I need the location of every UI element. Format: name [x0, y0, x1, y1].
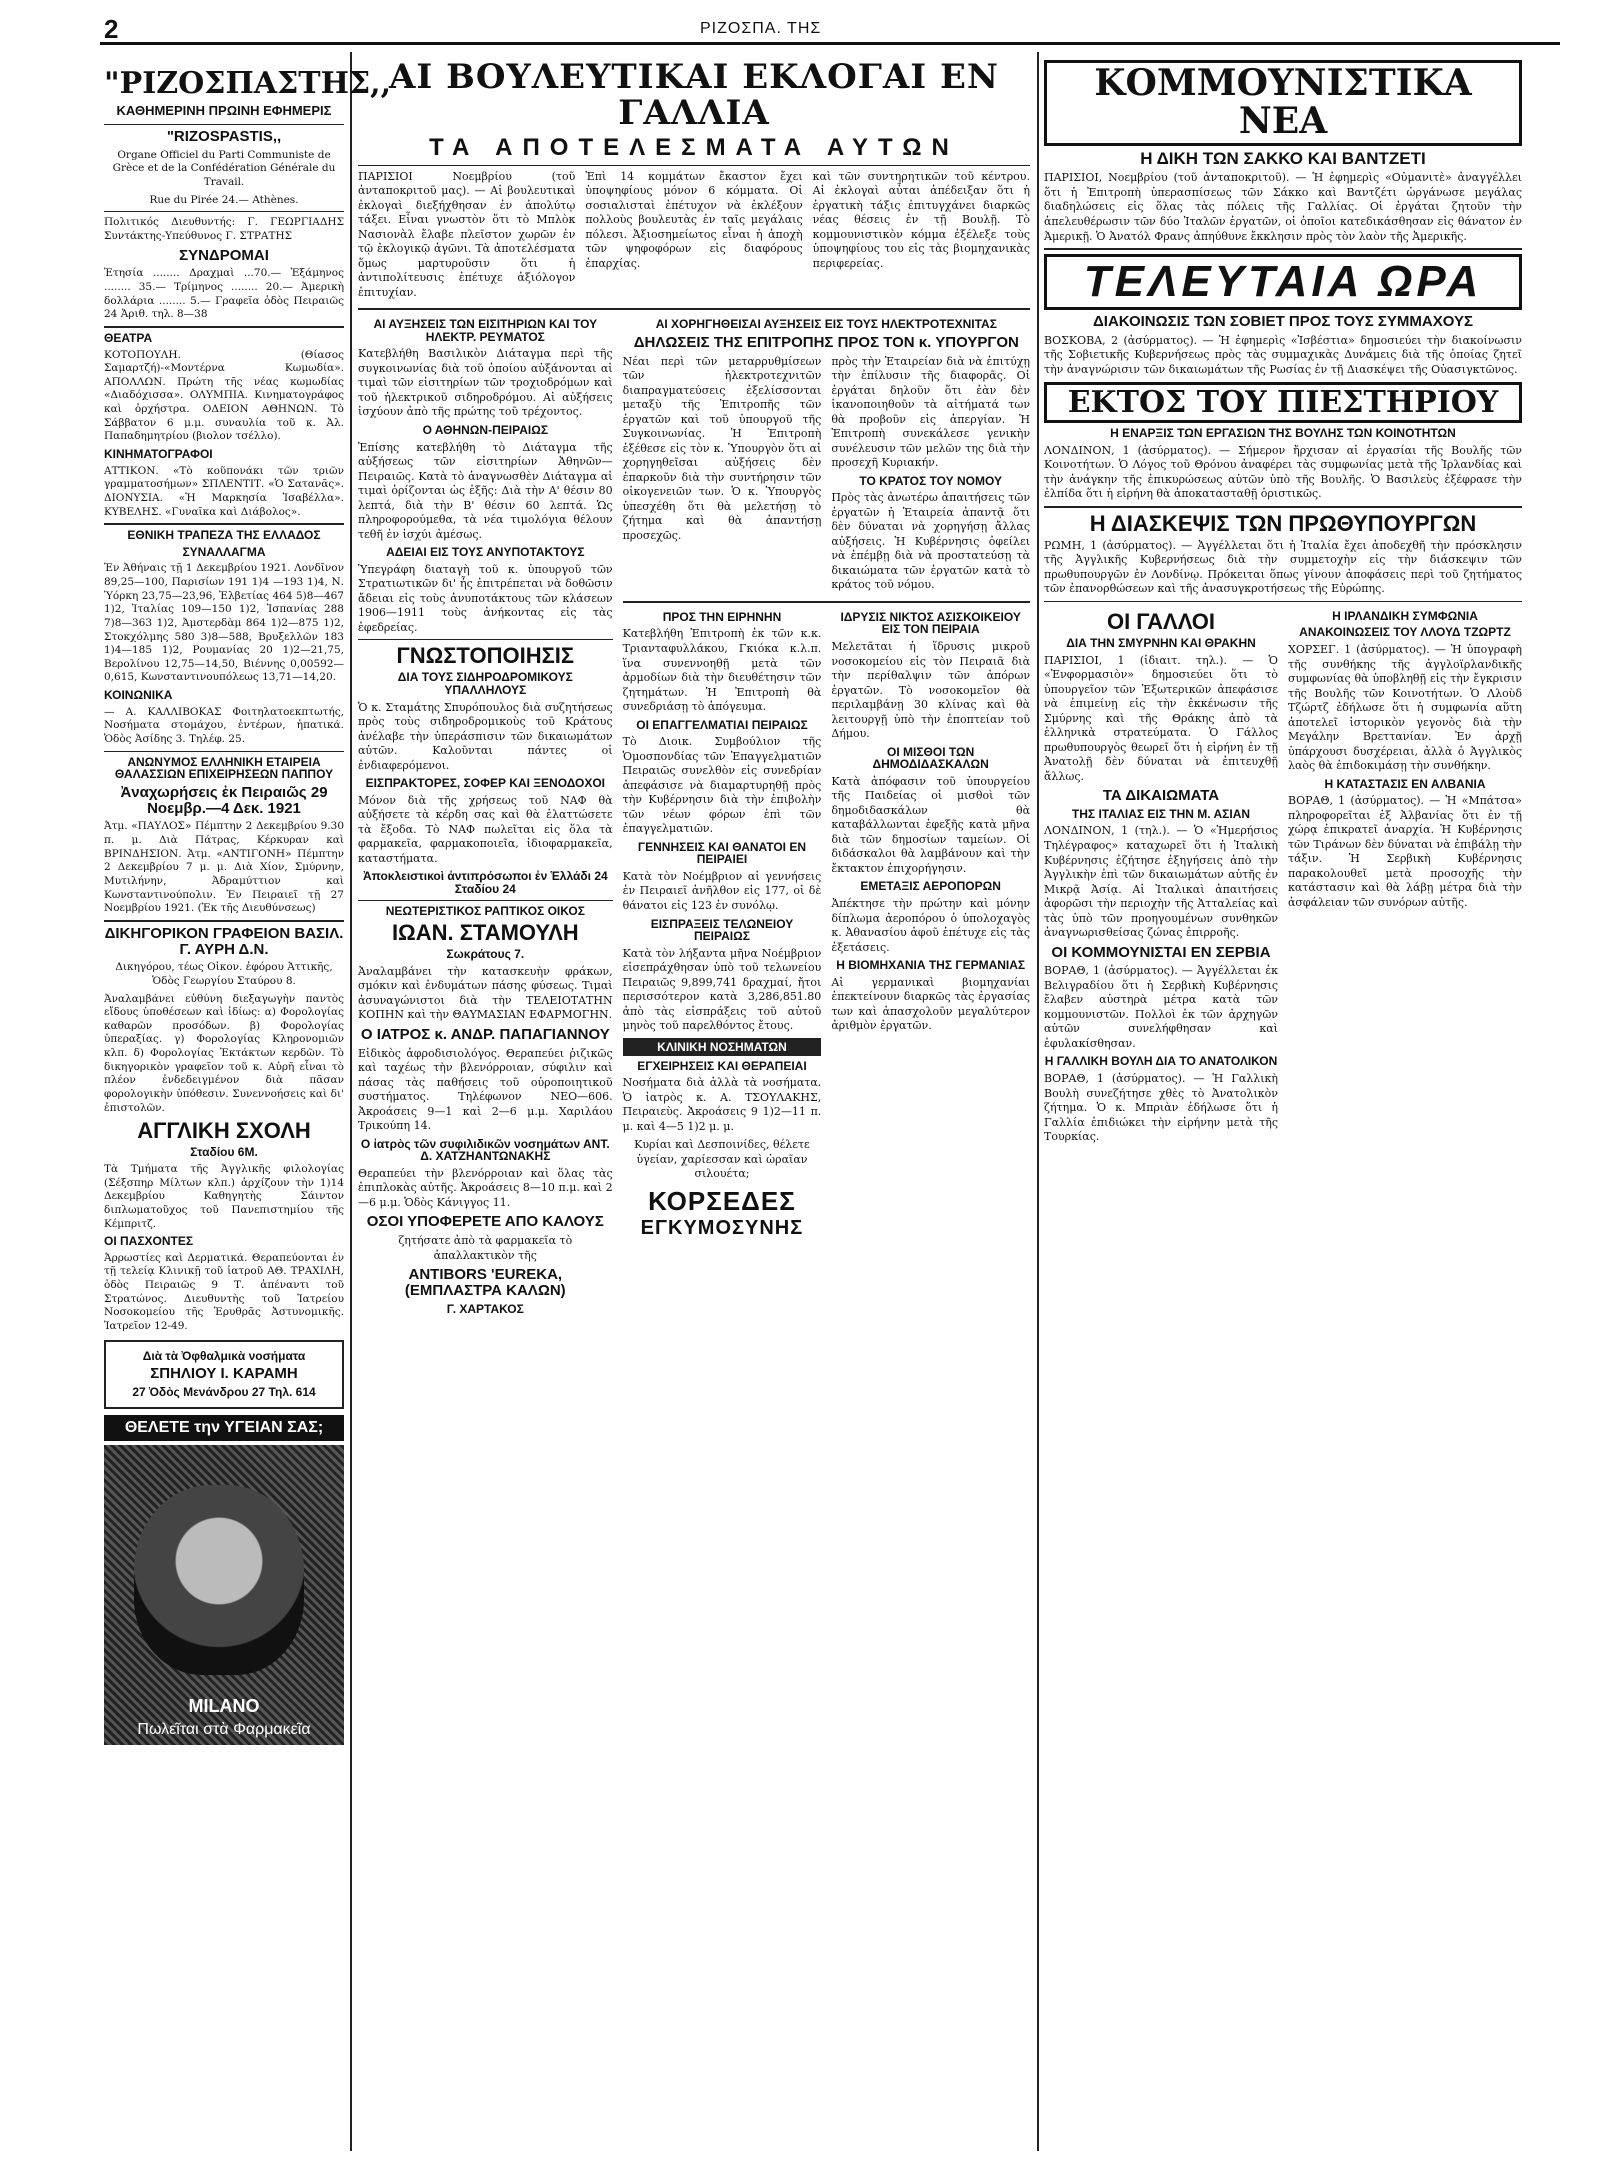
sacco-vanzetti-text: ΠΑΡΙΣΙΟΙ, Νοεμβρίου (τοῦ ἀνταποκριτοῦ). — Ἡ ἐφημερὶς «Οὐμανιτὲ» ἀναγγέλλει ὅτι ἡ Ἐπιτροπὴ ὑπερασπίσεως τῶν Σάκκο καὶ Βαντζέτι ὠργάνωσε μεγάλας διαδηλώσεις εἰς ὅλας τὰς πόλεις τῆς Γαλλίας. Οἱ ἐργάται ζητοῦν τὴν ἀπελευθέρωσιν τῶν δύο Ἰταλῶν ἐργατῶν, οἱ ὁποῖοι κατεδικάσθησαν εἰς θάνατον ἐν Ἀμερικῇ. Ὁ Ἀνατόλ Φρανς ἀπηύθυνε ἔκκλησιν πρὸς τὸν λαὸν τῆς Ἀμερικῆς.	[1044, 171, 1522, 243]
cinemas-text: ΑΤΤΙΚΟΝ. «Τὸ κοῦπονάκι τῶν τριῶν γραμματοσήμων» ΣΠΛΕΝΤΙΤ. «Ὁ Σατανᾶς». ΔΙΟΝΥΣΙΑ. «Ἡ Μαρκησία Ἰσαβέλλα». ΚΥΒΕΛΗΣ. «Γυναῖκα καὶ Διάβολος».	[104, 464, 344, 518]
lawyer-text: Ἀναλαμβάνει εὐθύνη διεξαγωγὴν παντὸς εἴδους ὑποθέσεων καὶ ἰδίως: α) Φορολογίας καθαρῶν προσόδων. β) Φορολογίας ὑπεραξίας. γ) Φορολογίας Κληρονομιῶν κλπ. δ) Φορολογίας Ἐκτάκτων κερδῶν. Τὸ δικηγορικὸν γραφεῖον τοῦ κ. Αὐρῆ εἶναι τὸ πλέον ἐνδεδειγμένον διὰ πᾶσαν φορολογικὴν ὑπόθεσιν. Συνεννοήσεις καὶ δι' ἐπιστολῶν.	[104, 992, 344, 1114]
divider	[104, 124, 344, 125]
irish-heading: Η ΙΡΛΑΝΔΙΚΗ ΣΥΜΦΩΝΙΑ	[1332, 608, 1478, 623]
soviet-note-heading: ΔΙΑΚΟΙΝΩΣΙΣ ΤΩΝ ΣΟΒΙΕΤ ΠΡΟΣ ΤΟΥΣ ΣΥΜΜΑΧΟΥΣ	[1093, 313, 1473, 331]
divider	[358, 165, 1030, 166]
lawyer-heading: ΔΙΚΗΓΟΡΙΚΟΝ ΓΡΑΦΕΙΟΝ ΒΑΣΙΛ. Γ. ΑΥΡΗ Δ.Ν.	[104, 924, 344, 958]
callus-heading: ΟΣΟΙ ΥΠΟΦΕΡΕΤΕ ΑΠΟ ΚΑΛΟΥΣ	[366, 1213, 604, 1231]
shipping-dates: Ἀναχωρήσεις ἐκ Πειραιῶς 29 Νοεμβρ.—4 Δεκ. 1921	[120, 783, 328, 817]
last-hour-heading: ΤΕΛΕΥΤΑΙΑ ΩΡΑ	[1044, 254, 1522, 310]
divider	[623, 601, 1030, 603]
school-heading: ΑΓΓΛΙΚΗ ΣΧΟΛΗ	[137, 1118, 311, 1144]
albania-text: ΒΟΡΑΘ, 1 (ἀσύρματος). — Ἡ «Μπάτσα» πληροφορεῖται ἐξ Ἀλβανίας ὅτι ἐν τῇ χώρᾳ ἐπικρατεῖ ἀναρχία. Ἡ Κυβέρνησις τῶν Τιράνων δὲν δύναται νὰ ἐπιβάλῃ τὴν τάξιν. Ἡ Σερβικὴ Κυβέρνησις παρακολουθεῖ μετὰ προσοχῆς τὴν κατάστασιν καὶ θὰ λάβῃ μέτρα διὰ τὴν ἀσφάλειαν τῶν συνόρων αὐτῆς.	[1288, 794, 1522, 909]
school-text: Τὰ Τμήματα τῆς Ἀγγλικῆς φιλολογίας (Σέξσπηρ Μίλτων κλπ.) ἀρχίζουν τὴν 1)14 Δεκεμβρίου Καθηγητὴς Σάιντον διπλωματοῦχος τοῦ Πανεπιστημίου τῆς Κέμπριτζ.	[104, 1163, 344, 1230]
corset-subheading: ΕΓΚΥΜΟΣΥΝΗΣ	[640, 1216, 804, 1239]
germany-heading: Η ΒΙΟΜΗΧΑΝΙΑ ΤΗΣ ΓΕΡΜΑΝΙΑΣ	[836, 958, 1026, 973]
patients-text: Ἀρρωστίες καὶ Δερματικά. Θεραπεύονται ἐν τῇ τελείᾳ Κλινικῇ τοῦ ἰατροῦ ΑΘ. ΤΡΑΧΙΛΗ, ὁδὸς Πειραιῶς 9 Τ. ἀπέναντι τοῦ Στρατώνος. Διευθυντὴς τοῦ Ἰατρείου Νοσοκομείου τῆς Ἐρυθρᾶς Ἀστυνομικῆς. Ἰατρεῖον 12-49.	[104, 1251, 344, 1333]
announcement-heading: ΓΝΩΣΤΟΠΟΙΗΣΙΣ	[396, 643, 575, 669]
doctor2-heading: Ο ἰατρὸς τῶν συφιλιδικῶν νοσημάτων ΑΝΤ. Δ. ΧΑΤΖΗΑΝΤΩΝΑΚΗΣ	[360, 1136, 610, 1164]
tailor-address: Σωκράτους 7.	[446, 947, 525, 962]
main-article	[358, 170, 1030, 305]
aviators-text: Ἀπέκτησε τὴν πρώτην καὶ μόνην δίπλωμα ἀεροπόρου ὁ ὑπολοχαγὸς κ. Ἀθανασίου ἀφοῦ ἐπέτυχε εἰς τὰς ἐξετάσεις.	[831, 897, 1031, 954]
rule-of-law-text: Πρὸς τὰς ἀνωτέρω ἀπαιτήσεις τῶν ἐργατῶν ἡ Ἑταιρεία ἀπαντᾷ ὅτι δὲν δύναται νὰ χορηγήσῃ ἄλλας αὐξήσεις. Ἡ Κυβέρνησις ὀφείλει νὰ ἐπέμβῃ διὰ νὰ προστατεύσῃ τὰ δικαιώματα τῶν ἐργατῶν κατὰ τὸ κράτος τοῦ νόμου.	[831, 491, 1031, 592]
french-subheading: ΔΙΑ ΤΗΝ ΣΜΥΡΝΗΝ ΚΑΙ ΘΡΑΚΗΝ	[1066, 635, 1256, 650]
center-column	[358, 52, 1030, 2171]
electricians-article	[623, 355, 1030, 597]
shipping-text: Ἀτμ. «ΠΑΥΛΟΣ» Πέμπτην 2 Δεκεμβρίου 9.30 π. μ. Διὰ Πάτρας, Κέρκυραν καὶ ΒΡΙΝΔΗΣΙΟΝ. Ἀτμ. «ΑΝΤΙΓΟΝΗ» Πέμπτην 2 Δεκεμβρίου 7 μ. μ. Διὰ Χίον, Σμύρνην, Μυτιλήνην, Ἀδραμύττιον καὶ Κωνσταντινούπολιν. Ἐν Πειραιεῖ τῇ 27 Νοεμβρίου 1921. (Ἐκ τῆς Διευθύνσεως)	[104, 820, 344, 915]
subscriptions-text: Ἐτησία ........ Δραχμαὶ ...70.— Ἑξάμηνος ........ 35.— Τρίμηνος ........ 20.— Ἀμερικὴ δολλάρια ........ 5.— Γραφεῖα ὁδὸς Πειραιῶς 24 Ἀριθ. τηλ. 8—38	[104, 267, 344, 321]
serbia-text: ΒΟΡΑΘ, 1 (ἀσύρματος). — Ἀγγέλλεται ἐκ Βελιγραδίου ὅτι ἡ Σερβικὴ Κυβέρνησις ἔλαβεν αὐστηρὰ μέτρα κατὰ τῶν κομμουνιστῶν. Πολλοὶ ἐκ τῶν ἀρχηγῶν αὐτῶν συνελήφθησαν καὶ ἐφυλακίσθησαν.	[1044, 964, 1278, 1050]
fare-increase-text: Κατεβλήθη Βασιλικὸν Διάταγμα περὶ τῆς συγκοινωνίας διὰ τοῦ ὁποίου αὐξάνονται αἱ τιμαὶ τῶν εἰσιτηρίων τῶν τροχιοδρόμων καὶ τοῦ ἠλεκτρικοῦ σιδηροδρόμου. Αἱ αὐξήσεις ἰσχύουν ἀπὸ τῆς πρώτης τοῦ τρέχοντος.	[358, 347, 613, 419]
divider	[358, 308, 1030, 310]
doctor-text: Εἰδικὸς ἀφροδισιολόγος. Θεραπεύει ῥιζικῶς καὶ ταχέως τὴν βλενόρροιαν, σύφιλιν καὶ πάσας τὰς παθήσεις τοῦ οὐροποιητικοῦ συστήματος. Τηλέφωνον ΝΕΟ—606. Ἀκροάσεις 9—1 καὶ 2—6 μ.μ. Χαριλάου Τρικούπη 14.	[358, 1046, 613, 1133]
commons-heading: Η ΕΝΑΡΞΙΣ ΤΩΝ ΕΡΓΑΣΙΩΝ ΤΗΣ ΒΟΥΛΗΣ ΤΩΝ ΚΟΙΝΟΤΗΤΩΝ	[1110, 426, 1456, 440]
electricians-text: Νέαι περὶ τῶν μεταρρυθμίσεων τῶν ἠλεκτροτεχνιτῶν διαπραγματεύσεις ἐξελίσσονται μεταξὺ τῆς Ἐπιτροπῆς τῶν ἐργατῶν καὶ τοῦ ὑπουργοῦ τῆς Συγκοινωνίας. Ἡ Ἐπιτροπὴ ἐξέθεσε εἰς τὸν κ. Ὑπουργὸν ὅτι αἱ χορηγηθεῖσαι αὐξήσεις δὲν ἐπαρκοῦν διὰ τὴν συντήρησιν τῶν οἰκογενειῶν των. Ὁ κ. Ὑπουργὸς ὑπεσχέθη ὅτι θὰ μελετήσῃ τὸ ζήτημα καὶ θὰ ἀπαντήσῃ προσεχῶς.	[622, 354, 822, 542]
health-ad-tagline: Πωλεῖται στὰ Φαρμακεῖα	[137, 1720, 311, 1738]
theatres-text: ΚΟΤΟΠΟΥΛΗ. (Θίασος Σαμαρτζή)-«Μοντέρνα Κωμωδία». ΑΠΟΛΛΩΝ. Πρώτη τῆς νέας κωμωδίας «Διαδόχισσα». ΟΛΥΜΠΙΑ. Κινηματογράφος καὶ ὀρχήστρα. ΟΔΕΙΟΝ ΑΘΗΝΩΝ. Τὸ Σάββατον 6 μ.μ. συναυλία τοῦ κ. Ἀλ. Παπαδημητρίου (βιολον τσέλλο).	[104, 348, 344, 443]
health-ad-city: MILANO	[188, 1695, 260, 1716]
soviet-note-text: ΒΟΣΚΟΒΑ, 2 (ἀσύρματος). — Ἡ ἐφημερὶς «Ἰσβέστια» δημοσιεύει τὴν διακοίνωσιν τῆς Σοβιετικῆς Κυβερνήσεως πρὸς τὰς συμμαχικὰς Δυνάμεις διὰ τῆς ὁποίας ζητεῖ τὴν ἀναγνώρισιν τῶν δικαιωμάτων τῆς Ρωσίας ἐν τῇ Διασκέψει τῆς Οὐασιγκτῶνος.	[1044, 333, 1522, 376]
rule-of-law-heading: ΤΟ ΚΡΑΤΟΣ ΤΟΥ ΝΟΜΟΥ	[859, 473, 1002, 488]
subscriptions-heading: ΣΥΝΔΡΟΜΑΙ	[179, 246, 269, 264]
patients-heading: ΟΙ ΠΑΣΧΟΝΤΕΣ	[104, 1234, 194, 1249]
peace-text: Κατεβλήθη Ἐπιτροπὴ ἐκ τῶν κ.κ. Τριανταφυλλάκου, Γκιόκα κ.λ.π. ἵνα συνεννοηθῇ μετὰ τῶν ἀρμοδίων διὰ τὴν διευθέτησιν τῶν ζητημάτων. Ἡ Ἐπιτροπὴ θὰ συνεδριάσῃ τὸ ἀπόγευμα.	[622, 627, 822, 714]
column-divider	[1037, 52, 1039, 2151]
main-article-text: Ἐπὶ 14 κομμάτων ἔκαστον ἔχει ὑποψηφίους μόνον 6 κόμματα. Οἱ σοσιαλισταὶ ἐπέτυχον νὰ ἐκλέξουν πολλοὺς βουλευτὰς ἐν ταῖς μεγάλαις πόλεσι. Ἀξιοσημείωτος εἶναι ἡ ἀποχὴ τῶν ψηφοφόρων εἰς διαφόρους ἐπαρχίας.	[585, 169, 803, 270]
athens-piraeus-heading: Ο ΑΘΗΝΩΝ-ΠΕΙΡΑΙΩΣ	[422, 422, 549, 437]
divider	[1044, 601, 1522, 602]
divider	[104, 523, 344, 525]
social-heading: ΚΟΙΝΩΝΙΚΑ	[104, 688, 173, 703]
divider	[358, 639, 613, 640]
tailor-heading: ΝΕΩΤΕΡΙΣΤΙΚΟΣ ΡΑΠΤΙΚΟΣ ΟΙΚΟΣ	[385, 903, 585, 918]
electricians-heading: ΑΙ ΧΟΡΗΓΗΘΕΙΣΑΙ ΑΥΞΗΣΕΙΣ ΕΙΣ ΤΟΥΣ ΗΛΕΚΤΡΟΤΕΧΝΙΤΑΣ	[655, 317, 997, 332]
french-chamber-heading: Η ΓΑΛΛΙΚΗ ΒΟΥΛΗ ΔΙΑ ΤΟ ΑΝΑΤΟΛΙΚΟΝ	[1044, 1054, 1278, 1069]
column-divider	[350, 52, 352, 2151]
optician-name: ΣΠΗΛΙΟΥ Ι. ΚΑΡΑΜΗ	[150, 1365, 298, 1383]
running-head: ΡΙΖΟΣΠΑ. ΤΗΣ	[700, 20, 822, 37]
right-column	[1044, 52, 1522, 2171]
irish-subheading: ΑΝΑΚΟΙΝΩΣΕΙΣ ΤΟΥ ΛΛΟΥΔ ΤΖΩΡΤΖ	[1299, 625, 1511, 640]
latin-description: Organe Officiel du Parti Communiste de Grèce et de la Confédération Générale du Travail.	[112, 148, 336, 189]
page-header	[0, 0, 1600, 54]
sacco-vanzetti-heading: Η ΔΙΚΗ ΤΩΝ ΣΑΚΚΟ ΚΑΙ ΒΑΝΤΖΕΤΙ	[1140, 148, 1426, 168]
divider	[104, 326, 344, 328]
right-lower	[1044, 606, 1522, 1149]
center-bottom	[623, 607, 1030, 1240]
divider	[104, 920, 344, 922]
hospital-text: Μελετᾶται ἡ ἵδρυσις μικροῦ νοσοκομείου εἰς τὸν Πειραιᾶ διὰ τὴν περίθαλψιν τῶν ἀπόρων ἐργατῶν. Τὸ νοσοκομεῖον θὰ περιλαμβάνῃ 30 κλίνας καὶ θὰ λειτουργῇ ὑπὸ τὴν ἐποπτείαν τοῦ Δήμου.	[831, 640, 1031, 741]
divider	[1044, 506, 1522, 508]
bank-heading: ΕΘΝΙΚΗ ΤΡΑΠΕΖΑ ΤΗΣ ΕΛΛΑΔΟΣ	[127, 528, 321, 543]
corset-intro: Κυρίαι καὶ Δεσποινίδες, θέλετε ὑγείαν, χαρίεσσαν καὶ ὡραῖαν σιλουέτα;	[634, 1138, 810, 1181]
lion-illustration	[134, 1485, 304, 1675]
main-headline: ΑΙ ΒΟΥΛΕΥΤΙΚΑΙ ΕΚΛΟΓΑΙ ΕΝ ΓΑΛΛΙΑ	[389, 57, 999, 133]
divider	[104, 751, 344, 752]
doctor-heading: Ο ΙΑΤΡΟΣ κ. ΑΝΔΡ. ΠΑΠΑΓΙΑΝΝΟΥ	[360, 1025, 610, 1043]
announcement-subheading: ΔΙΑ ΤΟΥΣ ΣΙΔΗΡΟΔΡΟΜΙΚΟΥΣ ΥΠΑΛΛΗΛΟΥΣ	[397, 670, 573, 698]
hospital-heading: ΙΔΡΥΣΙΣ ΝΙΚΤΟΣ ΑΣΙΣΚΟΙΚΕΙΟΥ ΕΙΣ ΤΟΝ ΠΕΙΡΑΙΑ	[840, 609, 1021, 637]
optician-ad	[104, 1340, 344, 1409]
school-address: Σταδίου 6Μ.	[190, 1145, 258, 1160]
center-subcol-left	[358, 314, 613, 1319]
french-heading: ΟΙ ΓΑΛΛΟΙ	[1106, 608, 1216, 634]
tailor-text: Ἀναλαμβάνει τὴν κατασκευὴν φράκων, σμόκιν καὶ ἐνδυμάτων πάσης φύσεως. Τιμαὶ ἀσυναγώνιστοι διὰ τὴν ΤΕΛΕΙΟΤΑΤΗΝ ΚΟΠΗΝ καὶ τὴν ΘΑΥΜΑΣΙΑΝ ΕΦΑΡΜΟΓΗΝ.	[358, 964, 613, 1022]
french-text: ΠΑΡΙΣΙΟΙ, 1 (ἰδιαιτ. τηλ.). — Ὁ «Ἐνφορμασιὸν» δημοσιεύει ὅτι τὸ ὑπουργεῖον τῶν Ἐξωτερικῶν ἀπεφάσισε νὰ ἐπιμείνῃ εἰς τὴν ἐκκένωσιν τῆς Σμύρνης καὶ τῆς Θράκης ἀπὸ τὰ ἑλληνικὰ στρατεύματα. Ὁ Γάλλος πρωθυπουργὸς θεωρεῖ ὅτι ἡ εἰρήνη ἐν τῇ Ἀνατολῇ δὲν δύναται νὰ ἐπιτευχθῇ ἄλλως.	[1044, 653, 1278, 783]
communist-news-heading: ΚΟΜΜΟΥΝΙΣΤΙΚΑ ΝΕΑ	[1044, 60, 1522, 146]
leave-heading: ΑΔΕΙΑΙ ΕΙΣ ΤΟΥΣ ΑΝΥΠΟΤΑΚΤΟΥΣ	[386, 545, 585, 560]
teachers-text: Κατὰ ἀπόφασιν τοῦ ὑπουργείου τῆς Παιδείας οἱ μισθοὶ τῶν δημοδιδασκάλων θὰ καταβάλλωνται ἐφεξῆς κατὰ μῆνα διὰ τῶν δημοσίων ταμείων. Οἱ διδάσκαλοι θὰ λαμβάνουν καὶ τὴν ἔκτακτον ἐπιχορήγησιν.	[831, 774, 1031, 875]
center-subcol-right	[623, 314, 1030, 1319]
theatres-heading: ΘΕΑΤΡΑ	[104, 330, 153, 345]
tailor-name: ΙΩΑΝ. ΣΤΑΜΟΥΛΗ	[391, 920, 579, 946]
electricians-subheading: ΔΗΛΩΣΕΙΣ ΤΗΣ ΕΠΙΤΡΟΠΗΣ ΠΡΟΣ ΤΟΝ κ. ΥΠΟΥΡΓΟΝ	[633, 333, 1019, 351]
shipping-heading: ΑΝΩΝΥΜΟΣ ΕΛΛΗΝΙΚΗ ΕΤΑΙΡΕΙΑ ΘΑΛΑΣΣΙΩΝ ΕΠΙΧΕΙΡΗΣΕΩΝ ΠΑΠΠΟΥ	[114, 754, 334, 782]
divider	[358, 900, 613, 901]
divider	[104, 211, 344, 212]
callus-brand: ANTIBORS 'EUREKA, (ΕΜΠΛΑΣΤΡΑ ΚΑΛΩΝ)	[404, 1266, 566, 1300]
address: Rue du Pirée 24.— Athènes.	[149, 193, 299, 206]
drivers-heading: ΕΙΣΠΡΑΚΤΟΡΕΣ, ΣΟΦΕΡ ΚΑΙ ΞΕΝΟΔΟΧΟΙ	[365, 776, 606, 791]
health-ad-banner: ΘΕΛΕΤΕ την ΥΓΕΙΑΝ ΣΑΣ;	[104, 1415, 344, 1441]
divider	[1044, 248, 1522, 250]
rights-subheading: ΤΗΣ ΙΤΑΛΙΑΣ ΕΙΣ ΤΗΝ Μ. ΑΣΙΑΝ	[1071, 806, 1251, 821]
directors: Πολιτικός Διευθυντής: Γ. ΓΕΩΡΓΙΑΔΗΣ Συντάκτης-Υπεύθυνος Γ. ΣΤΡΑΤΗΣ	[104, 216, 344, 242]
births-heading: ΓΕΝΝΗΣΕΙΣ ΚΑΙ ΘΑΝΑΤΟΙ ΕΝ ΠΕΙΡΑΙΕΙ	[637, 839, 806, 867]
callus-dealer: Γ. ΧΑΡΤΑΚΟΣ	[446, 1301, 524, 1316]
lawyer-address: Δικηγόρου, τέως Οἰκον. ἐφόρου Ἀττικῆς, Ὁδὸς Γεωργίου Σταύρου 8.	[115, 961, 333, 987]
announcement-text: Ὁ κ. Σταμάτης Σπυρόπουλος διὰ συζητήσεως πρὸς τοὺς σιδηροδρομικοὺς τοῦ Κράτους ἀνέλαβε τὴν ὑπεράσπισιν τῶν δικαιωμάτων αὐτῶν. Καλοῦνται πάντες οἱ ἐνδιαφερόμενοι.	[358, 700, 613, 772]
premiers-heading: Η ΔΙΑΣΚΕΨΙΣ ΤΩΝ ΠΡΩΘΥΠΟΥΡΓΩΝ	[1089, 510, 1477, 536]
customs-heading: ΕΙΣΠΡΑΞΕΙΣ ΤΕΛΩΝΕΙΟΥ ΠΕΙΡΑΙΩΣ	[650, 916, 794, 944]
premiers-text: ΡΩΜΗ, 1 (ἀσύρματος). — Ἀγγέλλεται ὅτι ἡ Ἰταλία ἔχει ἀποδεχθῆ τὴν πρόσκλησιν τῆς Ἀγγλικῆς Κυβερνήσεως διὰ τὴν συμμετοχὴν εἰς τὴν διάσκεψιν τῶν πρωθυπουργῶν ἐν Λονδίνῳ. Πρόκειται ὅπως γίνουν ἀποφάσεις περὶ τοῦ ζητήματος τῶν ἐπανορθώσεων καὶ τῆς ἀνασυγκροτήσεως τῆς Εὐρώπης.	[1044, 538, 1522, 596]
drivers-address: Ἀποκλειστικοὶ ἀντιπρόσωποι ἐν Ἑλλάδι 24 Σταδίου 24	[362, 869, 608, 896]
teachers-heading: ΟΙ ΜΙΣΘΟΙ ΤΩΝ ΔΗΜΟΔΙΔΑΣΚΑΛΩΝ	[872, 744, 989, 772]
germany-text: Αἱ γερμανικαὶ βιομηχανίαι ἐπεκτείνουν διαρκῶς τὰς ἐργασίας των καὶ ἀπασχολοῦν μεγαλύτερον ἀριθμὸν ἐργατῶν.	[831, 975, 1031, 1033]
center-lower	[358, 314, 1030, 1319]
callus-text: ζητήσατε ἀπὸ τὰ φαρμακεῖα τὸ ἀπαλλακτικὸν τῆς	[398, 1234, 573, 1262]
customs-text: Κατὰ τὸν λήξαντα μῆνα Νοέμβριον εἰσεπράχθησαν ὑπὸ τοῦ τελωνείου Πειραιῶς 9,899,741 δραχμαί, ἤτοι περισσότερον κατὰ 3,286,851.80 ἀπὸ τὰς εἰσπράξεις τοῦ αὐτοῦ μηνὸς τοῦ παρελθόντος ἔτους.	[622, 946, 822, 1033]
corset-brand: ΚΟΡΣΕΔΕΣ	[648, 1185, 796, 1216]
clinic-heading: ΚΛΙΝΙΚΗ ΝΟΣΗΜΑΤΩΝ	[623, 1038, 822, 1056]
social-text: — Α. ΚΑΛΛΙΒΟΚΑΣ Φοιτηλατοεκπτωτής, Νοσήματα στομάχου, ἐντέρων, ἡπατικά. Ὁδὸς Ἀσίδης 3. Τηλέφ. 25.	[104, 705, 344, 745]
clinic-subheading: ΕΓΧΕΙΡΗΣΕΙΣ ΚΑΙ ΘΕΡΑΠΕΙΑΙ	[637, 1058, 807, 1073]
health-ad-illustration	[104, 1445, 344, 1745]
albania-heading: Η ΚΑΤΑΣΤΑΣΙΣ ΕΝ ΑΛΒΑΝΙΑ	[1324, 776, 1486, 791]
header-rule	[100, 42, 1560, 45]
peace-heading: ΠΡΟΣ ΤΗΝ ΕΙΡΗΝΗΝ	[662, 609, 782, 624]
electricians-text: πρὸς τὴν Ἑταιρείαν διὰ νὰ ἐπιτύχῃ τὴν ἐπίλυσιν τῆς διαφορᾶς. Οἱ ἐργάται δηλοῦν ὅτι ἐὰν δὲν ἱκανοποιηθοῦν τὰ αἰτήματά των θὰ προβοῦν εἰς ἀπεργίαν. Ἡ Ἐπιτροπὴ συνεκάλεσε γενικὴν συνέλευσιν τῶν μελῶν της διὰ τὴν προσεχῆ Κυριακήν.	[831, 354, 1031, 470]
athens-piraeus-text: Ἐπίσης κατεβλήθη τὸ Διάταγμα τῆς αὐξήσεως τῶν εἰσιτηρίων Ἀθηνῶν—Πειραιῶς. Κατὰ τὸ ἀναγνωσθὲν Διάταγμα αἱ τιμαὶ ὁρίζονται ὡς ἑξῆς: Διὰ τὴν Α' θέσιν 80 λεπτά, διὰ τὴν Β' θέσιν 60 λεπτά. Ὡς πληροφορούμεθα, τὰ νέα τιμολόγια θέλουν τεθῆ ἐν ἰσχύι ἀμέσως.	[358, 440, 613, 541]
exchange-rates: Ἐν Ἀθήναις τῇ 1 Δεκεμβρίου 1921. Λονδῖνον 89,25—100, Παρισίων 191 1)4 —193 1)4, Ν. Ὑόρκη 23,75—23,96, Ἑλβετίας 464 5)8—467 1)2, Ἰταλίας 109—150 1)2, Ἰσπανίας 288 7)8—363 1)2, Ἀμστερδὰμ 864 1)2—875 1)2, Στοκχόλμης 580 3)8—588, Βρυξελλῶν 183 1)4—185 1)2, Ρουμανίας 20 1)2—21,75, Βερολίνου 12,75—14,50, Βιέννης 0,00592—0,615, Κωνσταντινουπόλεως 13,71—14,20.	[104, 562, 344, 684]
leave-text: Ὑπεγράφη διαταγὴ τοῦ κ. ὑπουργοῦ τῶν Στρατιωτικῶν δι' ἧς ἐπιτρέπεται νὰ δοθῶσιν ἄδειαι εἰς τοὺς ἀνυποτάκτους τῶν κλάσεων 1906—1911 τοὺς ἀνήκοντας εἰς τὰς ἐφεδρείας.	[358, 562, 613, 634]
fare-increase-heading: ΑΙ ΑΥΞΗΣΕΙΣ ΤΩΝ ΕΙΣΙΤΗΡΙΩΝ ΚΑΙ ΤΟΥ ΗΛΕΚΤΡ. ΡΕΥΜΑΤΟΣ	[373, 317, 598, 344]
left-column	[104, 52, 392, 2171]
clinic-text: Νοσήματα διὰ ἀλλὰ τὰ νοσήματα. Ὁ ἰατρὸς κ. Α. ΤΣΟΥΛΑΚΗΣ, Πειραιεὺς. Ἀκροάσεις 9 1)2—11 π. μ. καὶ 4—5 1)2 μ. μ.	[622, 1076, 822, 1133]
cinemas-heading: ΚΙΝΗΜΑΤΟΓΡΑΦΟΙ	[104, 446, 213, 461]
aviators-heading: ΕΜΕΤΑΞΙΣ ΑΕΡΟΠΟΡΩΝ	[860, 879, 1001, 894]
commons-text: ΛΟΝΔΙΝΟΝ, 1 (ἀσύρματος). — Σήμερον ἤρχισαν αἱ ἐργασίαι τῆς Βουλῆς τῶν Κοινοτήτων. Ὁ Λόγος τοῦ Θρόνου ἀναφέρει τὰς συμφωνίας μετὰ τῆς Ἰρλανδίας καὶ τὴν ἀνάγκην τῆς ἐπικυρώσεως αὐτῶν ὑπὸ τῆς Βουλῆς. Ὁ Βασιλεὺς ἐξέφρασε τὴν ἐλπίδα ὅτι ἡ εἰρήνη θὰ ἀποκατασταθῇ ὁριστικῶς.	[1044, 443, 1522, 501]
optician-address: 27 Ὁδὸς Μενάνδρου 27 Τηλ. 614	[132, 1385, 316, 1399]
craftsmen-text: Τὸ Διοικ. Συμβούλιον τῆς Ὁμοσπονδίας τῶν Ἐπαγγελματιῶν Πειραιῶς συνελθὸν εἰς συνεδρίαν ἀπεφάσισε νὰ διαμαρτυρηθῇ πρὸς τὴν Κυβέρνησιν διὰ τὴν ἐπιβολὴν τῶν νέων φόρων ἐπὶ τῶν ἐπαγγελματιῶν.	[622, 735, 822, 836]
serbia-heading: ΟΙ ΚΟΜΜΟΥΝΙΣΤΑΙ ΕΝ ΣΕΡΒΙΑ	[1051, 943, 1271, 961]
doctor2-text: Θεραπεύει τὴν βλενόρροιαν καὶ ὅλας τὰς ἐπιπλοκὰς αὐτῆς. Ἀκροάσεις 8—10 π.μ. καὶ 2—6 μ.μ. Ὁδὸς Κάνιγγος 11.	[358, 1166, 613, 1209]
latin-title: "RIZOSPASTIS,,	[166, 128, 282, 145]
paper-subtitle: ΚΑΘΗΜΕΡΙΝΗ ΠΡΩΙΝΗ ΕΦΗΜΕΡΙΣ	[116, 103, 332, 118]
rights-text: ΛΟΝΔΙΝΟΝ, 1 (τηλ.). — Ὁ «Ἡμερήσιος Τηλέγραφος» καταχωρεῖ ὅτι ἡ Ἰταλικὴ Κυβέρνησις ἐζήτησε ἐξηγήσεις ἀπὸ τὴν Ἀγγλικὴν ἐπὶ τῶν δικαιωμάτων αὐτῆς ἐν Μικρᾷ Ἀσίᾳ. Αἱ Ἰταλικαὶ ἀπαιτήσεις ἀφορῶσι τὴν περιοχὴν τῆς Ἀτταλείας καὶ τὰς ὑπὸ τῶν προηγουμένων συνθηκῶν ἀναγνωρισθείσας ζώνας ἐπιρροῆς.	[1044, 824, 1278, 940]
drivers-text: Μόνον διὰ τῆς χρήσεως τοῦ ΝΑΦ θὰ αὐξήσετε τὰ κέρδη σας καὶ θὰ ἐλαττώσετε τὰ ἔξοδα. Τὸ ΝΑΦ πωλεῖται εἰς ὅλα τὰ φαρμακεῖα, φαρμακοποιεῖα, ἰδιοφαρμακεῖα, καταστήματα.	[358, 793, 613, 865]
craftsmen-heading: ΟΙ ΕΠΑΓΓΕΛΜΑΤΙΑΙ ΠΕΙΡΑΙΩΣ	[636, 717, 808, 732]
optician-heading: Διὰ τὰ Ὀφθαλμικὰ νοσήματα	[142, 1348, 306, 1363]
main-article-text: ΠΑΡΙΣΙΟΙ Νοεμβρίου (τοῦ ἀνταποκριτοῦ μας). — Αἱ βουλευτικαὶ ἐκλογαὶ διεξήχθησαν ἐν ἀπολύτῳ τάξει. Εἶναι γνωστὸν ὅτι τὸ Μπλὸκ Νασιονὰλ ἔλαβε πλεῖστον χωρῶν ἐν τῷ ἐκλογικῷ ἀγῶνι. Τὰ ἀποτελέσματα ὅμως μαρτυροῦσιν ὅτι ἡ ἀντιπολίτευσις ἐπέτυχε ἀξιόλογον ἐπιτυχίαν.	[358, 169, 576, 299]
irish-text: ΧΟΡΣΕΓ. 1 (ἀσύρματος). — Ἡ ὑπογραφὴ τῆς συνθήκης τῆς ἀγγλοϊρλανδικῆς συμφωνίας θὰ ὑποβληθῇ εἰς τὴν ἔγκρισιν τῆς Βουλῆς τῶν Κοινοτήτων. Ὁ Λλοὺδ Τζώρτζ ἐδήλωσε ὅτι ἡ συμφωνία αὕτη ἀποτελεῖ ἱστορικὸν γεγονὸς διὰ τὴν Μεγάλην Βρεττανίαν. Ἐν ἀρχῇ ὑπάρχουσι δυσχέρειαι, ἀλλὰ ὁ Ἀγγλικὸς λαὸς θὰ ἐπιδοκιμάσῃ τὴν συνθήκην.	[1288, 643, 1522, 773]
french-chamber-text: ΒΟΡΑΘ, 1 (ἀσύρματος). — Ἡ Γαλλικὴ Βουλὴ συνεζήτησε χθὲς τὸ Ἀνατολικὸν ζήτημα. Ὁ κ. Μπριὰν ἐδήλωσε ὅτι ἡ Γαλλία ἐπιδιώκει τὴν εἰρήνην μετὰ τῆς Τουρκίας.	[1044, 1072, 1278, 1144]
births-text: Κατὰ τὸν Νοέμβριον αἱ γεννήσεις ἐν Πειραιεῖ ἀνῆλθον εἰς 177, οἱ δὲ θάνατοι εἰς 123 ἐν συνόλῳ.	[622, 869, 822, 912]
paper-title: "ΡΙΖΟΣΠΑΣΤΗΣ,,	[104, 66, 392, 101]
exchange-heading: ΣΥΝΑΛΛΑΓΜΑ	[182, 544, 266, 559]
press-heading: ΕΚΤΟΣ ΤΟΥ ΠΙΕΣΤΗΡΙΟΥ	[1044, 382, 1522, 424]
main-subheadline: ΤΑ ΑΠΟΤΕΛΕΣΜΑΤΑ ΑΥΤΩΝ	[429, 134, 959, 162]
page-number: 2	[104, 14, 119, 44]
rights-heading: ΤΑ ΔΙΚΑΙΩΜΑΤΑ	[1102, 787, 1220, 805]
main-article-text: καὶ τῶν συντηρητικῶν τοῦ κέντρου. Αἱ ἐκλογαὶ αὗται ἀπέδειξαν ὅτι ἡ ἐργατικὴ τάξις ἐπιτυγχάνει διαρκῶς νέας θέσεις ἐν τῇ Βουλῇ. Τὸ κομμουνιστικὸν κόμμα ἐξέλεξε τοὺς ὑποψηφίους του εἰς τὰς βιομηχανικὰς περιφερείας.	[812, 169, 1030, 270]
